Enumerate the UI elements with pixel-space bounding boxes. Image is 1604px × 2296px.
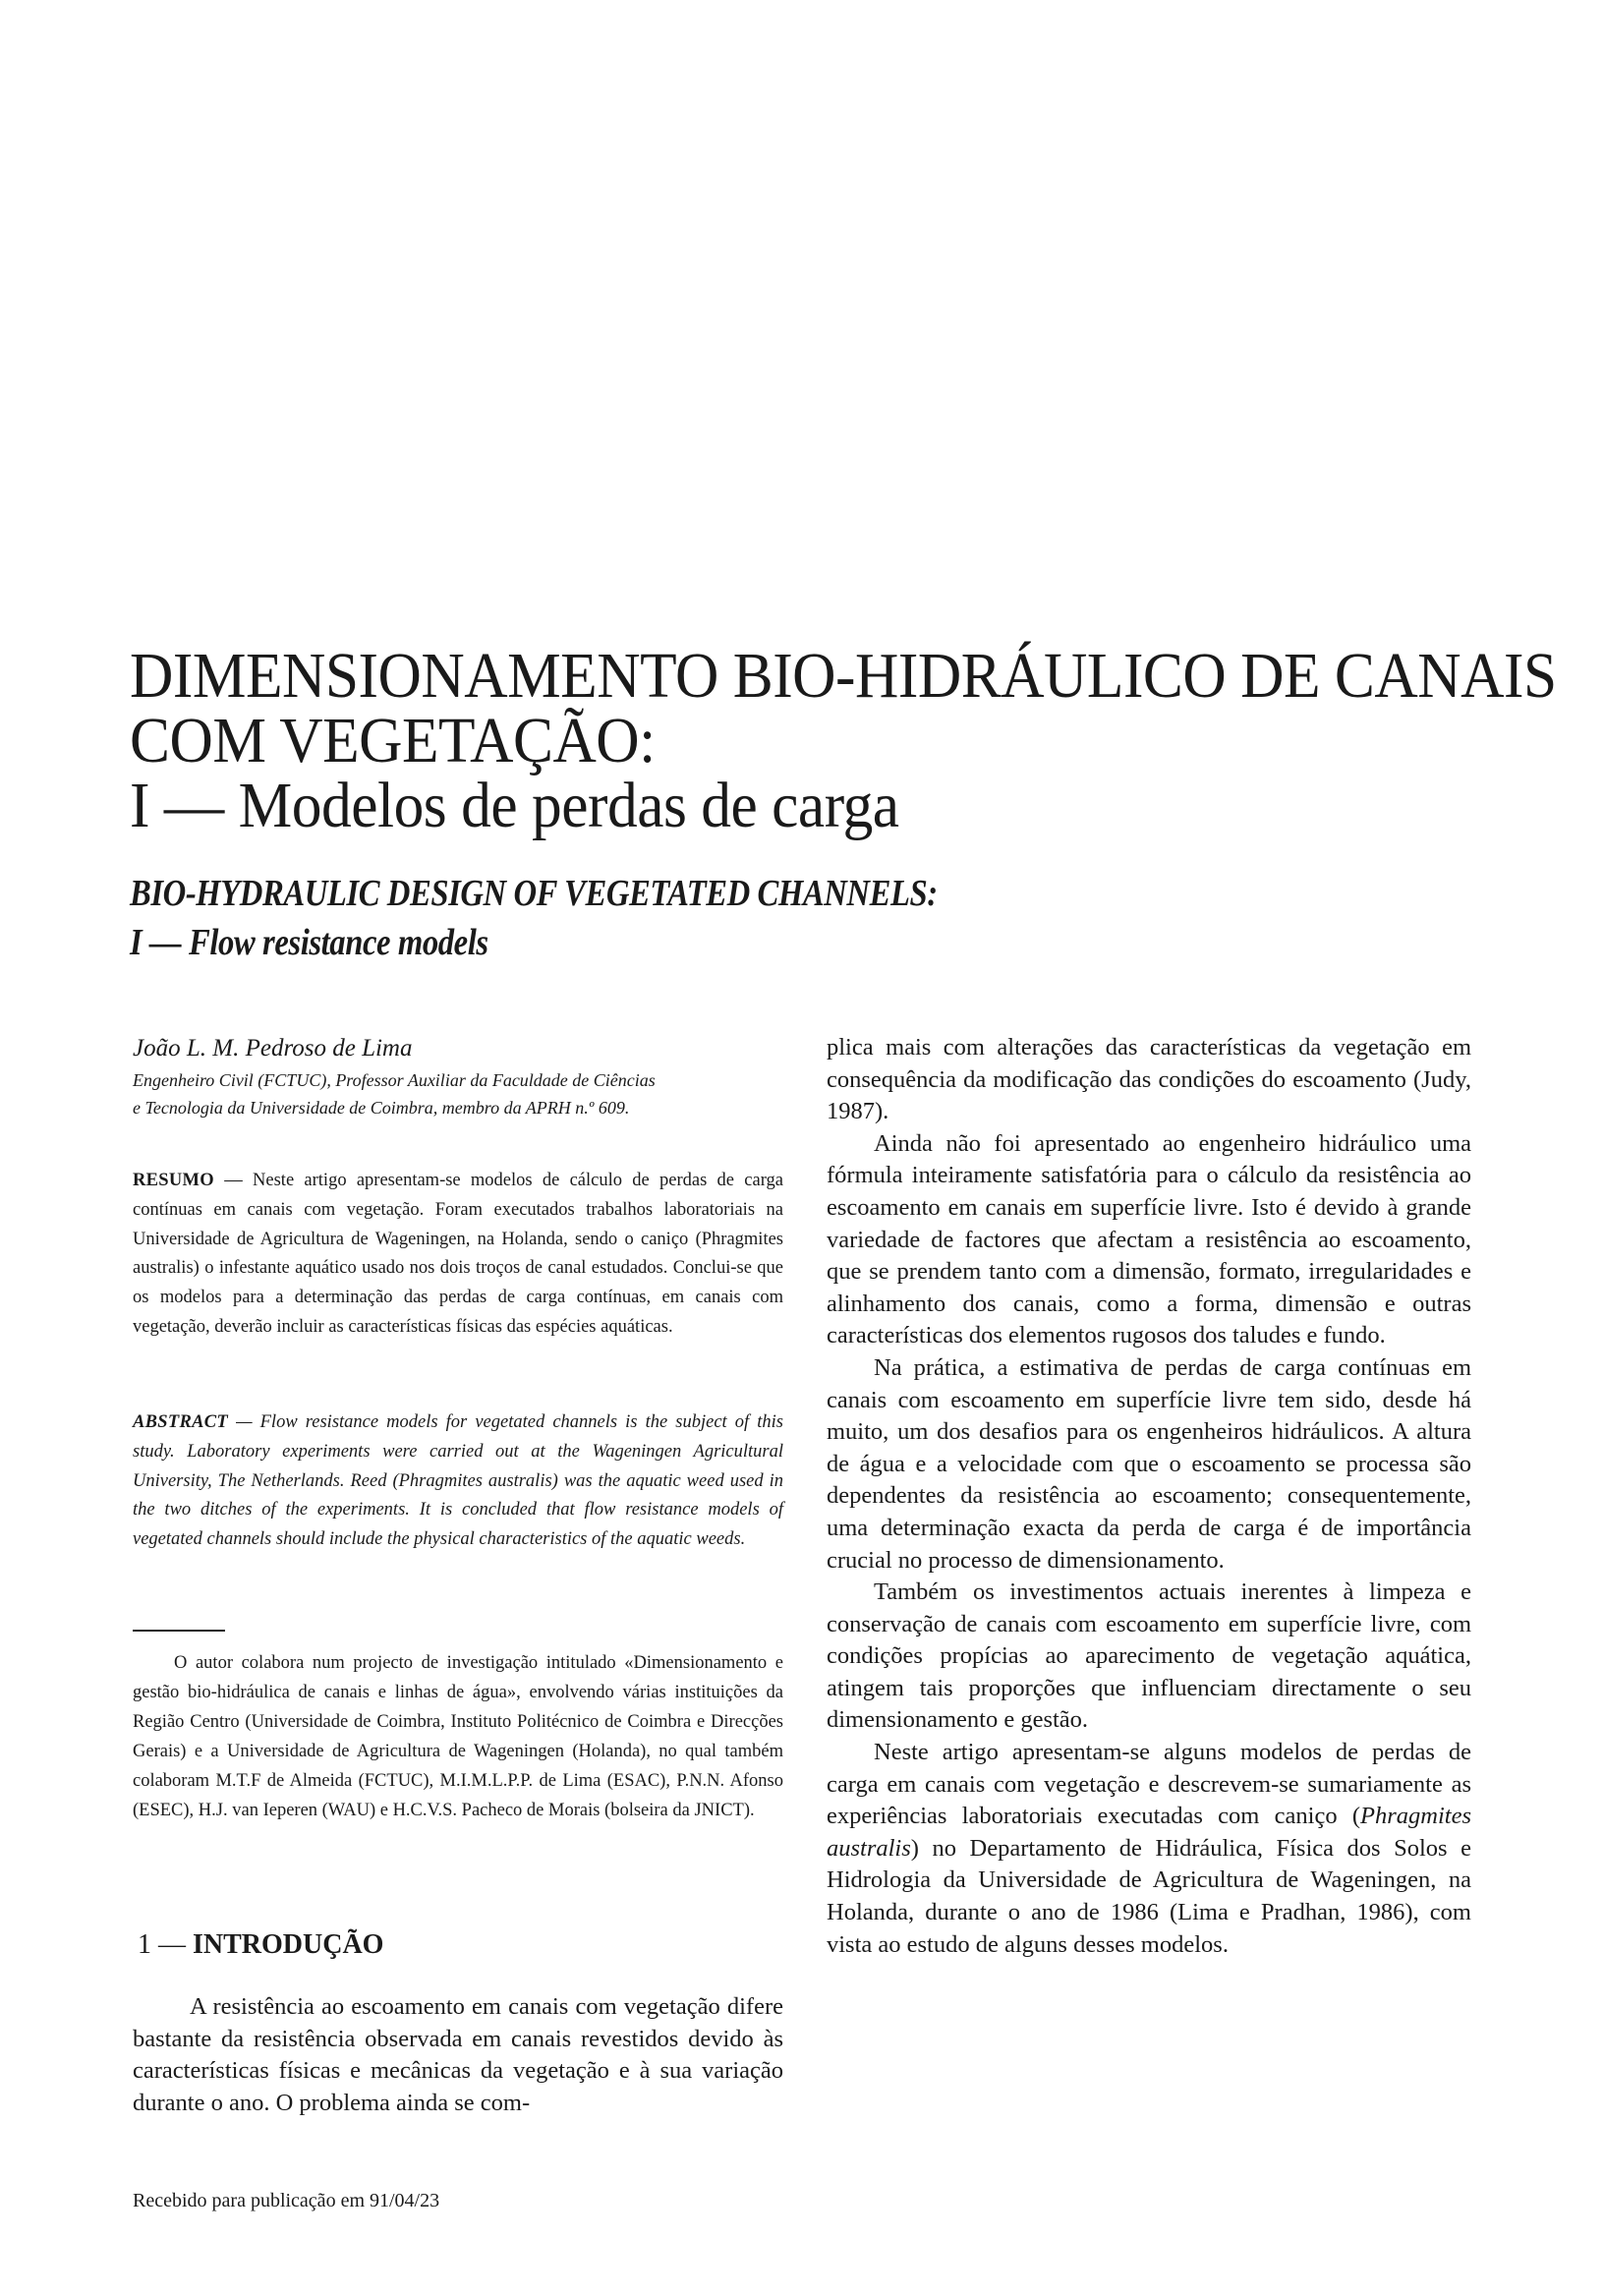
author-affiliation <box>133 1066 801 1121</box>
right-paragraph-5 <box>827 1737 1471 1961</box>
resumo-text: — Neste artigo apresentam-se modelos de cálculo de perdas de carga contínuas em canais com vegetação. Foram executados trabalhos laboratoriais na Universidade de Agricultura de Wageningen, na Holanda, sendo o caniço (Phragmites australis) o infestante aquático usado nos dois troços de canal estudados. Conclui-se que os modelos para a determinação das perdas de carga contínuas, em canais com vegetação, deverão incluir as características físicas das espécies aquáticas. <box>133 1171 783 1337</box>
affiliation-line1: Engenheiro Civil (FCTUC), Professor Auxiliar da Faculdade de Ciências <box>133 1070 656 1090</box>
title-en-line2: I — Flow resistance models <box>130 922 488 963</box>
right-paragraph-1: plica mais com alterações das características da vegetação em consequência da modificação das condições do escoamento (Judy, 1987). <box>827 1034 1471 1125</box>
section-title: INTRODUÇÃO <box>193 1929 384 1960</box>
abstract-text: — Flow resistance models for vegetated channels is the subject of this study. Laboratory experiments were carried out at the Wageningen Agricultural University, The Netherlands. Reed (Phragmites australis) was the aquatic weed used in the two ditches of the experiments. It is concluded that flow resistance models of vegetated channels should include the physical characteristics of the aquatic weeds. <box>133 1412 783 1550</box>
abstract-label: ABSTRACT <box>133 1412 228 1432</box>
resumo-paragraph <box>133 1167 783 1343</box>
resumo-label: RESUMO <box>133 1171 214 1190</box>
footnote: O autor colabora num projecto de investigação intitulado «Dimensionamento e gestão bio-hidráulica de canais e linhas de água», envolvendo várias instituições da Região Centro (Universidade de Coimbra, Instituto Politécnico de Coimbra e Direcções Gerais) e a Universidade de Agricultura de Wageningen (Holanda), no qual também colaboram M.T.F de Almeida (FCTUC), M.I.M.L.P.P. de Lima (ESAC), P.N.N. Afonso (ESEC), H.J. van Ieperen (WAU) e H.C.V.S. Pacheco de Morais (bolseira da JNICT). <box>133 1653 783 1820</box>
species-name: Phragmites australis <box>827 1803 1471 1862</box>
author-name: João L. M. Pedroso de Lima <box>133 1035 413 1062</box>
title-english <box>130 869 1229 967</box>
title-en-line1: BIO-HYDRAULIC DESIGN OF VEGETATED CHANNELS: <box>130 873 938 914</box>
abstract-paragraph <box>133 1408 783 1555</box>
right-paragraph-2: Ainda não foi apresentado ao engenheiro hidráulico uma fórmula inteiramente satisfatória para o cálculo da resistência ao escoamento em canais em superfície livre. Isto é devido à grande variedade de factores que afectam a resistência ao escoamento, que se prendem tanto com a dimensão, formato, irregularidades e alinhamento dos canais, como a forma, dimensão e outras características dos elementos rugosos dos taludes e fundo. <box>827 1129 1471 1349</box>
right-paragraph-5-end: ) no Departamento de Hidráulica, Física dos Solos e Hidrologia da Universidade de Agricultura de Wageningen, na Holanda, durante o ano de 1986 (Lima e Pradhan, 1986), com vista ao estudo de alguns desses modelos. <box>827 1834 1471 1958</box>
right-paragraph-5-start: Neste artigo apresentam-se alguns modelos de perdas de carga em canais com vegetação e descrevem-se sumariamente as experiências laboratoriais executadas com caniço ( <box>827 1739 1471 1830</box>
received-date: Recebido para publicação em 91/04/23 <box>133 2190 440 2211</box>
footnote-divider <box>133 1630 225 1632</box>
affiliation-line2: e Tecnologia da Universidade de Coimbra, membro da APRH n.º 609. <box>133 1098 630 1118</box>
title-pt-line3: I — Modelos de perdas de carga <box>130 770 899 841</box>
right-column <box>827 1032 1471 1961</box>
right-paragraph-4: Também os investimentos actuais inerentes à limpeza e conservação de canais com escoamento em superfície livre, com condições propícias ao aparecimento de vegetação aquática, atingem tais proporções que influenciam directamente o seu dimensionamento e gestão. <box>827 1578 1471 1734</box>
title-pt-line2: COM VEGETAÇÃO: <box>130 705 656 776</box>
title-portuguese <box>130 640 1557 841</box>
section-heading <box>138 1928 727 1962</box>
title-pt-line1: DIMENSIONAMENTO BIO-HIDRÁULICO DE CANAIS <box>130 640 1557 712</box>
intro-paragraph: A resistência ao escoamento em canais com vegetação difere bastante da resistência observada em canais revestidos devido às características físicas e mecânicas da vegetação e à sua variação durante o ano. O problema ainda se com- <box>133 1993 783 2116</box>
right-paragraph-3: Na prática, a estimativa de perdas de carga contínuas em canais com escoamento em superfície livre tem sido, desde há muito, um dos desafios para os engenheiros hidráulicos. A altura de água e a velocidade com que o escoamento se processa são dependentes da resistência ao escoamento; consequentemente, uma determinação exacta da perda de carga é de importância crucial no processo de dimensionamento. <box>827 1353 1471 1574</box>
section-number: 1 — <box>138 1929 193 1960</box>
